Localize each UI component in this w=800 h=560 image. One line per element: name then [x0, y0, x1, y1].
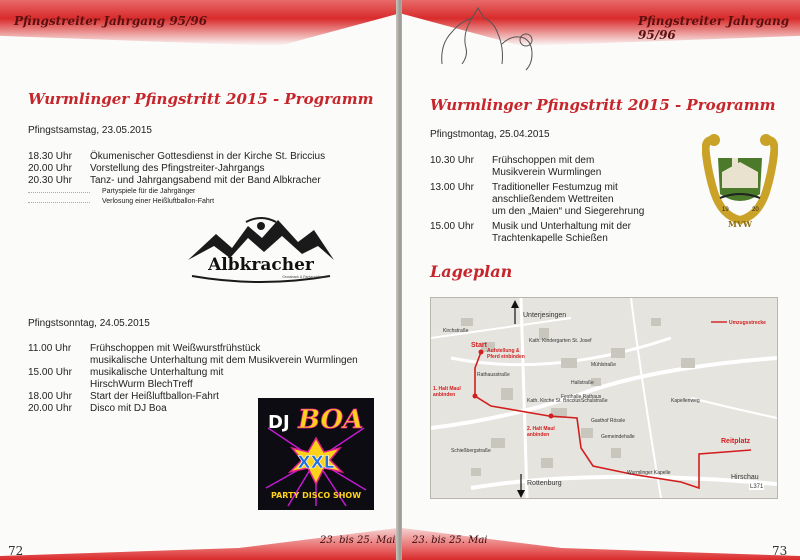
monday-heading: Pfingstmontag, 25.04.2015	[430, 129, 550, 140]
header-text: Pfingstreiter Jahrgang 95/96	[14, 14, 208, 28]
schedule-row: musikalische Unterhaltung mit dem Musikverein Wurmlingen	[90, 355, 358, 366]
schedule-row: 20.00 Uhr Disco mit DJ Boa	[28, 403, 167, 414]
schedule-row: 20.00 Uhr Vorstellung des Pfingstreiter-Jahrgangs	[28, 163, 265, 174]
page-title: Wurmlinger Pfingstritt 2015 - Programm	[28, 90, 374, 108]
schedule-row: 10.30 Uhr Frühschoppen mit dem	[430, 155, 595, 166]
page-number: 72	[8, 544, 24, 558]
map-street: Rathausstraße	[477, 372, 510, 378]
schedule-row: 18.00 Uhr Start der Heißluftballon-Fahrt	[28, 391, 219, 402]
schedule-row: Musikverein Wurmlingen	[492, 167, 602, 178]
schedule-note: Verlosung einer Heißluftballon-Fahrt	[28, 197, 325, 207]
header-text: Pfingstreiter Jahrgang 95/96	[638, 14, 790, 42]
dj-text: DJ	[268, 412, 290, 433]
map-street: Kapellenweg	[671, 398, 700, 404]
map-street: Gasthof Rössle	[591, 418, 626, 424]
map-street: Festhalle Rathaus	[561, 394, 602, 400]
schedule-note: Partyspiele für die Jahrgänger	[28, 187, 325, 197]
map-street: Kath. Kindergarten St. Josef	[529, 338, 592, 344]
page-number: 73	[772, 544, 788, 558]
albkracher-name: Albkracher	[208, 255, 314, 275]
albkracher-tagline: Grossback & Partyrockband	[282, 275, 326, 279]
monday-schedule	[430, 155, 644, 245]
map-road-label: L371	[750, 484, 764, 490]
map-assembly: Aufstellung & Pferd einbinden	[487, 348, 525, 360]
schedule-row: 15.00 Uhr musikalische Unterhaltung mit	[28, 367, 224, 378]
crest-year-left: 19	[722, 207, 729, 213]
crest-year-right: 20	[752, 207, 759, 213]
map-label-up: Unterjesingen	[523, 312, 567, 319]
boa-text: BOA	[298, 405, 364, 435]
map-street: Wurmlinger Kapelle	[627, 470, 671, 476]
map-label-right: Hirschau	[731, 474, 759, 481]
schedule-row: Trachtenkapelle Schießen	[492, 233, 608, 244]
map-street: Kirchstraße	[443, 328, 469, 334]
sunday-heading: Pfingstsonntag, 24.05.2015	[28, 318, 150, 329]
map-halt1: 1. Halt Maul anbinden	[433, 386, 461, 398]
crest-letters: MVW	[727, 219, 753, 229]
map-legend: Umzugsstrecke	[729, 320, 766, 326]
schedule-row: 13.00 Uhr Traditioneller Festumzug mit	[430, 182, 618, 193]
saturday-schedule	[28, 151, 325, 207]
location-map	[430, 297, 778, 499]
map-label-down: Rottenburg	[527, 480, 562, 487]
schedule-row: 15.00 Uhr Musik und Unterhaltung mit der	[430, 221, 631, 232]
schedule-row: HirschWurm BlechTreff	[90, 379, 193, 390]
map-halt2: 2. Halt Maul anbinden	[527, 426, 555, 438]
map-street: Kath. Kirche St. Briccius	[527, 398, 581, 404]
map-street: Hallstraße	[571, 380, 594, 386]
map-street: Mühlstraße	[591, 362, 617, 368]
schedule-row: um den „Maien“ und Siegerehrung	[492, 206, 645, 217]
party-text: PARTY DISCO SHOW	[270, 491, 362, 500]
djboa-logo	[258, 398, 374, 510]
schedule-row: anschließendem Wettreiten	[492, 194, 614, 205]
map-street: Gemeindehalle	[601, 434, 635, 440]
right-page	[402, 0, 800, 560]
footer-date: 23. bis 25. Mai	[412, 535, 488, 546]
schedule-row: 20.30 Uhr Tanz- und Jahrgangsabend mit der Band Albkracher	[28, 175, 321, 186]
schedule-row: 18.30 Uhr Ökumenischer Gottesdienst in der Kirche St. Briccius	[28, 151, 326, 162]
horse-sketch-icon	[432, 4, 542, 79]
page-title: Wurmlinger Pfingstritt 2015 - Programm	[430, 96, 776, 114]
xxl-text: XXL	[297, 453, 335, 473]
left-page	[0, 0, 398, 560]
albkracher-logo	[186, 216, 336, 290]
map-reitplatz: Reitplatz	[721, 438, 751, 445]
lageplan-title: Lageplan	[430, 262, 513, 281]
map-street: Schießbergstraße	[451, 448, 491, 454]
map-start: Start	[471, 342, 487, 349]
schedule-row: 11.00 Uhr Frühschoppen mit Weißwurstfrühstück	[28, 343, 261, 354]
map-street: Schulstraße	[581, 398, 608, 404]
musikverein-crest	[702, 132, 778, 230]
saturday-heading: Pfingstsamstag, 23.05.2015	[28, 125, 152, 136]
footer-date: 23. bis 25. Mai	[320, 535, 396, 546]
